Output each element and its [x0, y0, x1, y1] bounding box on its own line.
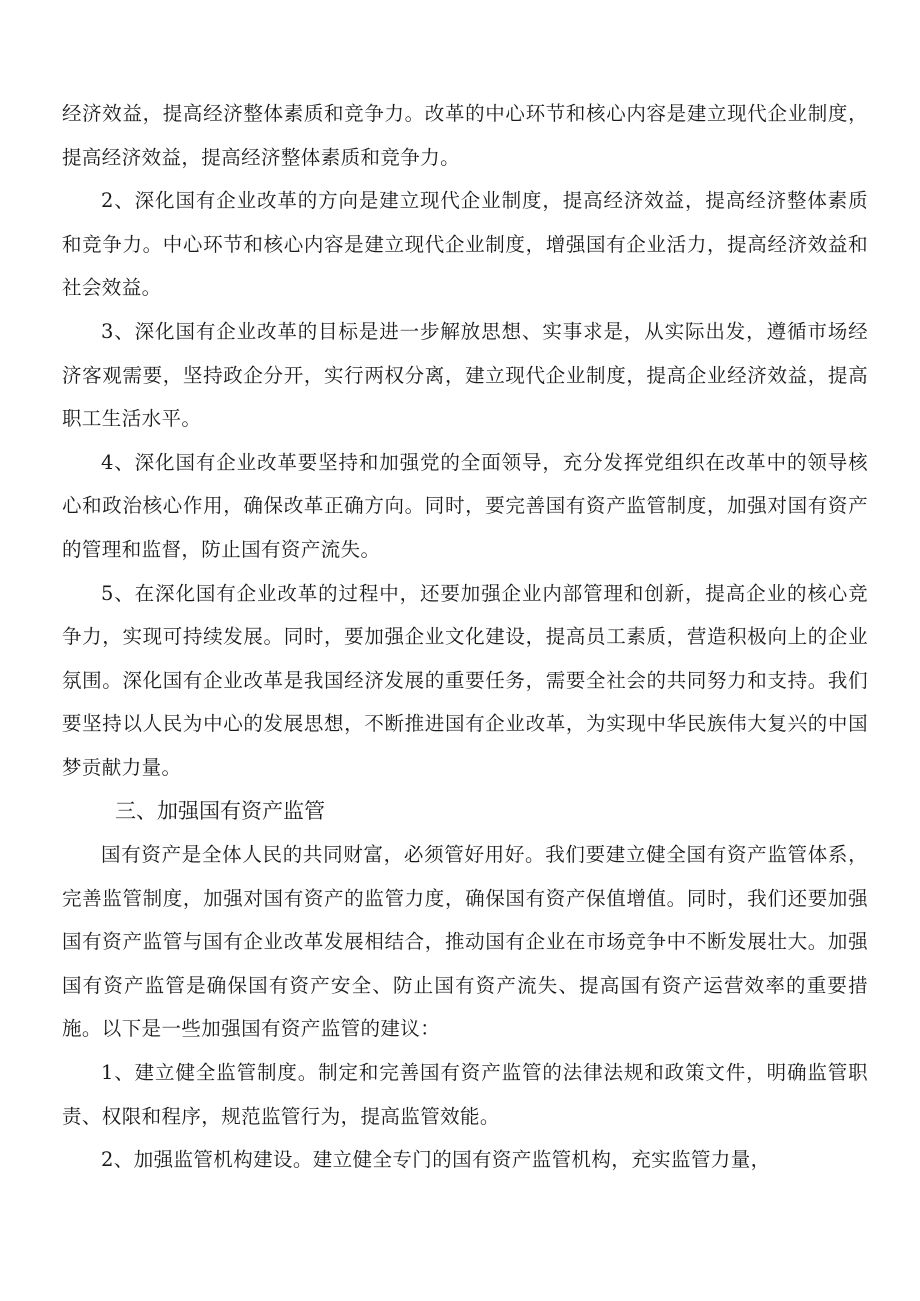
- paragraph-item-3: 3、深化国有企业改革的目标是进一步解放思想、实事求是，从实际出发，遵循市场经济客观需要，坚持政企分开，实行两权分离，建立现代企业制度，提高企业经济效益，提高职工生活水平。: [62, 319, 868, 431]
- paragraph-continuation: 经济效益，提高经济整体素质和竞争力。改革的中心环节和核心内容是建立现代企业制度，提高经济效益，提高经济整体素质和竞争力。: [62, 102, 868, 169]
- paragraph-suggestion-2: 2、加强监管机构建设。建立健全专门的国有资产监管机构，充实监管力量，: [101, 1148, 771, 1172]
- section-intro-paragraph: 国有资产是全体人民的共同财富，必须管好用好。我们要建立健全国有资产监管体系，完善监管制度，加强对国有资产的监管力度，确保国有资产保值增值。同时，我们还要加强国有资产监管与国有企业改革发展相结合，推动国有企业在市场竞争中不断发展壮大。加强国有资产监管是确保国有资产安全、防止国有资产流失、提高国有资产运营效率的重要措施。以下是一些加强国有资产监管的建议：: [62, 843, 868, 1041]
- paragraph-item-2: 2、深化国有企业改革的方向是建立现代企业制度，提高经济效益，提高经济整体素质和竞争力。中心环节和核心内容是建立现代企业制度，增强国有企业活力，提高经济效益和社会效益。: [62, 189, 868, 300]
- paragraph-item-4: 4、深化国有企业改革要坚持和加强党的全面领导，充分发挥党组织在改革中的领导核心和政治核心作用，确保改革正确方向。同时，要完善国有资产监管制度，加强对国有资产的管理和监督，防止国有资产流失。: [62, 450, 868, 561]
- paragraph-suggestion-1: 1、建立健全监管制度。制定和完善国有资产监管的法律法规和政策文件，明确监管职责、权限和程序，规范监管行为，提高监管效能。: [62, 1061, 868, 1128]
- document-body: [62, 92, 868, 1182]
- paragraph-item-5: 5、在深化国有企业改革的过程中，还要加强企业内部管理和创新，提高企业的核心竞争力，实现可持续发展。同时，要加强企业文化建设，提高员工素质，营造积极向上的企业氛围。深化国有企业改革是我国经济发展的重要任务，需要全社会的共同努力和支持。我们要坚持以人民为中心的发展思想，不断推进国有企业改革，为实现中华民族伟大复兴的中国梦贡献力量。: [62, 581, 868, 779]
- section-heading: 三、加强国有资产监管: [115, 798, 325, 823]
